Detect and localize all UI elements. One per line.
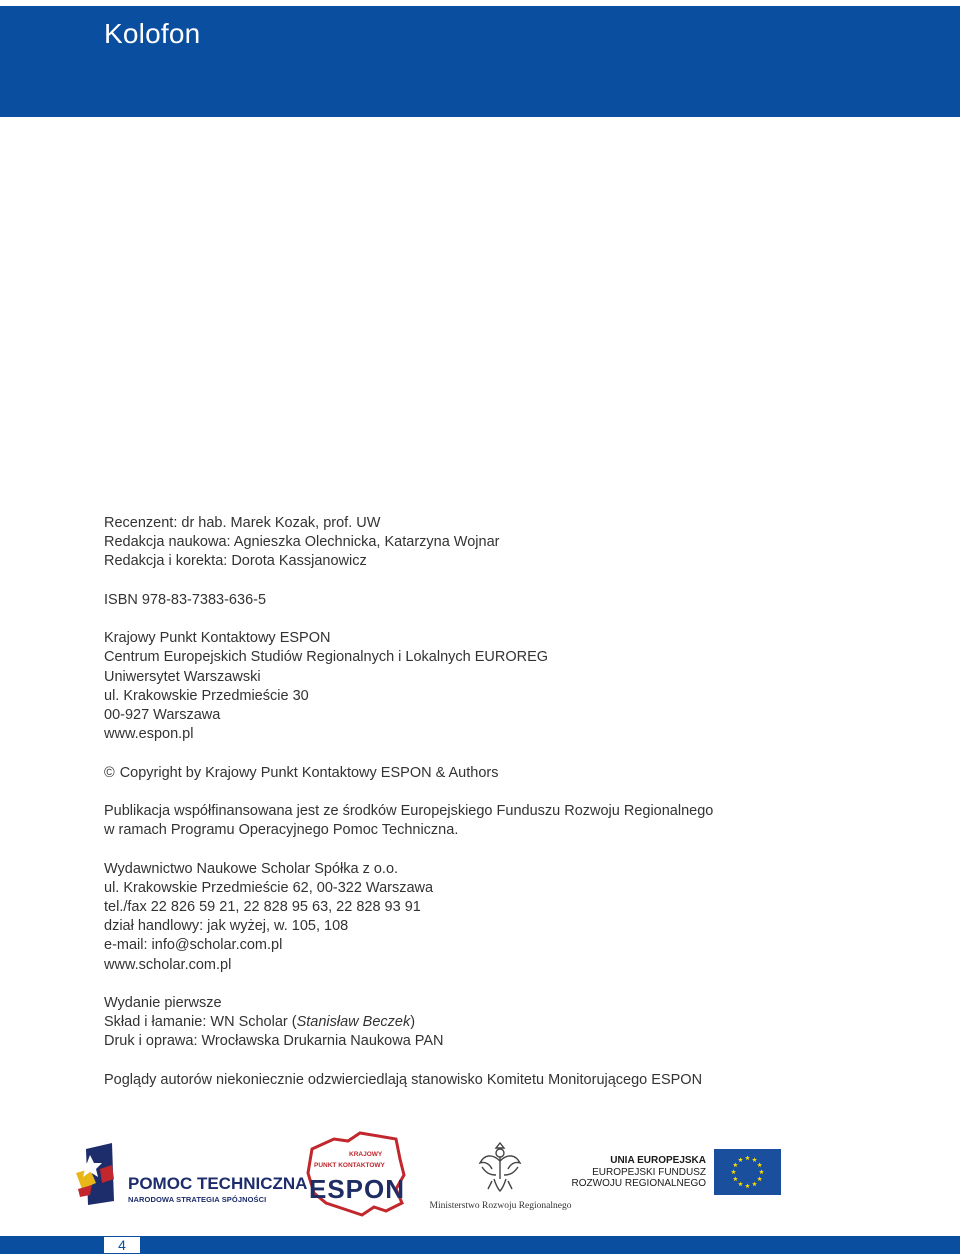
copy-editor-line: Redakcja i korekta: Dorota Kassjanowicz — [104, 553, 367, 570]
disclaimer-line: Poglądy autorów niekoniecznie odzwierciedlają stanowisko Komitetu Monitorującego ESPON — [104, 1071, 703, 1088]
kpk-website-line: www.espon.pl — [104, 726, 194, 743]
typesetting-line — [104, 1013, 904, 1032]
typesetting-prefix: Skład i łamanie: WN Scholar ( — [104, 1014, 297, 1031]
unia-europejska-logo — [571, 1147, 788, 1197]
disclaimer-block — [104, 1071, 904, 1090]
euroreg-line: Centrum Europejskich Studiów Regionalnych i Lokalnych EUROREG — [104, 649, 549, 666]
unia-text — [572, 1155, 706, 1190]
isbn-block — [104, 591, 904, 610]
colophon — [104, 514, 904, 1090]
copyright-icon: © — [104, 764, 115, 781]
ministerstwo-name: Ministerstwo Rozwoju Regionalnego — [429, 1201, 572, 1211]
isbn-line: ISBN 978-83-7383-636-5 — [104, 591, 267, 608]
kpk-name-line: Krajowy Punkt Kontaktowy ESPON — [104, 630, 331, 647]
pomoc-techniczna-logo — [74, 1137, 308, 1207]
edition-block — [104, 994, 904, 1052]
credits-block — [104, 514, 904, 572]
ministerstwo-logo — [428, 1135, 573, 1215]
publisher-email-line: e-mail: info@scholar.com.pl — [104, 937, 283, 954]
funding-line-1: Publikacja współfinansowana jest ze środków Europejskiego Funduszu Rozwoju Regionalnego — [104, 802, 714, 819]
logo-strip — [0, 1125, 960, 1225]
unia-line-2: EUROPEJSKI FUNDUSZ — [592, 1166, 706, 1178]
publisher-website-line: www.scholar.com.pl — [104, 956, 232, 973]
university-line: Uniwersytet Warszawski — [104, 668, 261, 685]
sales-department-line: dział handlowy: jak wyżej, w. 105, 108 — [104, 918, 349, 935]
kpk-street-line: ul. Krakowskie Przedmieście 30 — [104, 687, 309, 704]
header-band — [0, 6, 960, 117]
publisher-block — [104, 860, 904, 975]
espon-wordmark: ESPON — [309, 1174, 406, 1204]
kpk-espon-logo — [304, 1131, 408, 1217]
footer-band — [0, 1236, 960, 1254]
typesetter-name: Stanisław Beczek — [296, 1014, 411, 1031]
edition-line: Wydanie pierwsze — [104, 994, 222, 1011]
eu-flag-icon — [714, 1149, 781, 1195]
pomoc-techniczna-emblem-icon — [74, 1143, 126, 1205]
scientific-editors-line: Redakcja naukowa: Agnieszka Olechnicka, Katarzyna Wojnar — [104, 534, 500, 551]
funding-block — [104, 802, 904, 840]
kpk-line-1: KRAJOWY — [349, 1151, 383, 1158]
kpk-line-2: PUNKT KONTAKTOWY — [314, 1162, 385, 1169]
publisher-name-line: Wydawnictwo Naukowe Scholar Spółka z o.o. — [104, 860, 399, 877]
page-title: Kolofon — [104, 18, 201, 49]
polish-eagle-icon — [478, 1139, 522, 1195]
publisher-phone-line: tel./fax 22 826 59 21, 22 828 95 63, 22 828 93 91 — [104, 898, 421, 915]
publisher-street-line: ul. Krakowskie Przedmieście 62, 00-322 Warszawa — [104, 879, 434, 896]
copyright-line — [104, 764, 904, 783]
pomoc-techniczna-subtitle: NARODOWA STRATEGIA SPÓJNOŚCI — [128, 1195, 267, 1204]
unia-line-1: UNIA EUROPEJSKA — [610, 1155, 706, 1166]
kpk-address-block — [104, 629, 904, 744]
copyright-block — [104, 764, 904, 783]
reviewer-line: Recenzent: dr hab. Marek Kozak, prof. UW — [104, 515, 381, 531]
page-number: 4 — [103, 1236, 141, 1254]
kpk-city-line: 00-927 Warszawa — [104, 707, 221, 723]
funding-line-2: w ramach Programu Operacyjnego Pomoc Techniczna. — [104, 822, 459, 839]
copyright-text: Copyright by Krajowy Punkt Kontaktowy ESPON & Authors — [119, 764, 499, 781]
unia-line-3: ROZWOJU REGIONALNEGO — [571, 1178, 706, 1189]
pomoc-techniczna-title: POMOC TECHNICZNA — [128, 1174, 308, 1193]
printing-line: Druk i oprawa: Wrocławska Drukarnia Naukowa PAN — [104, 1033, 444, 1050]
typesetting-suffix: ) — [410, 1014, 416, 1031]
